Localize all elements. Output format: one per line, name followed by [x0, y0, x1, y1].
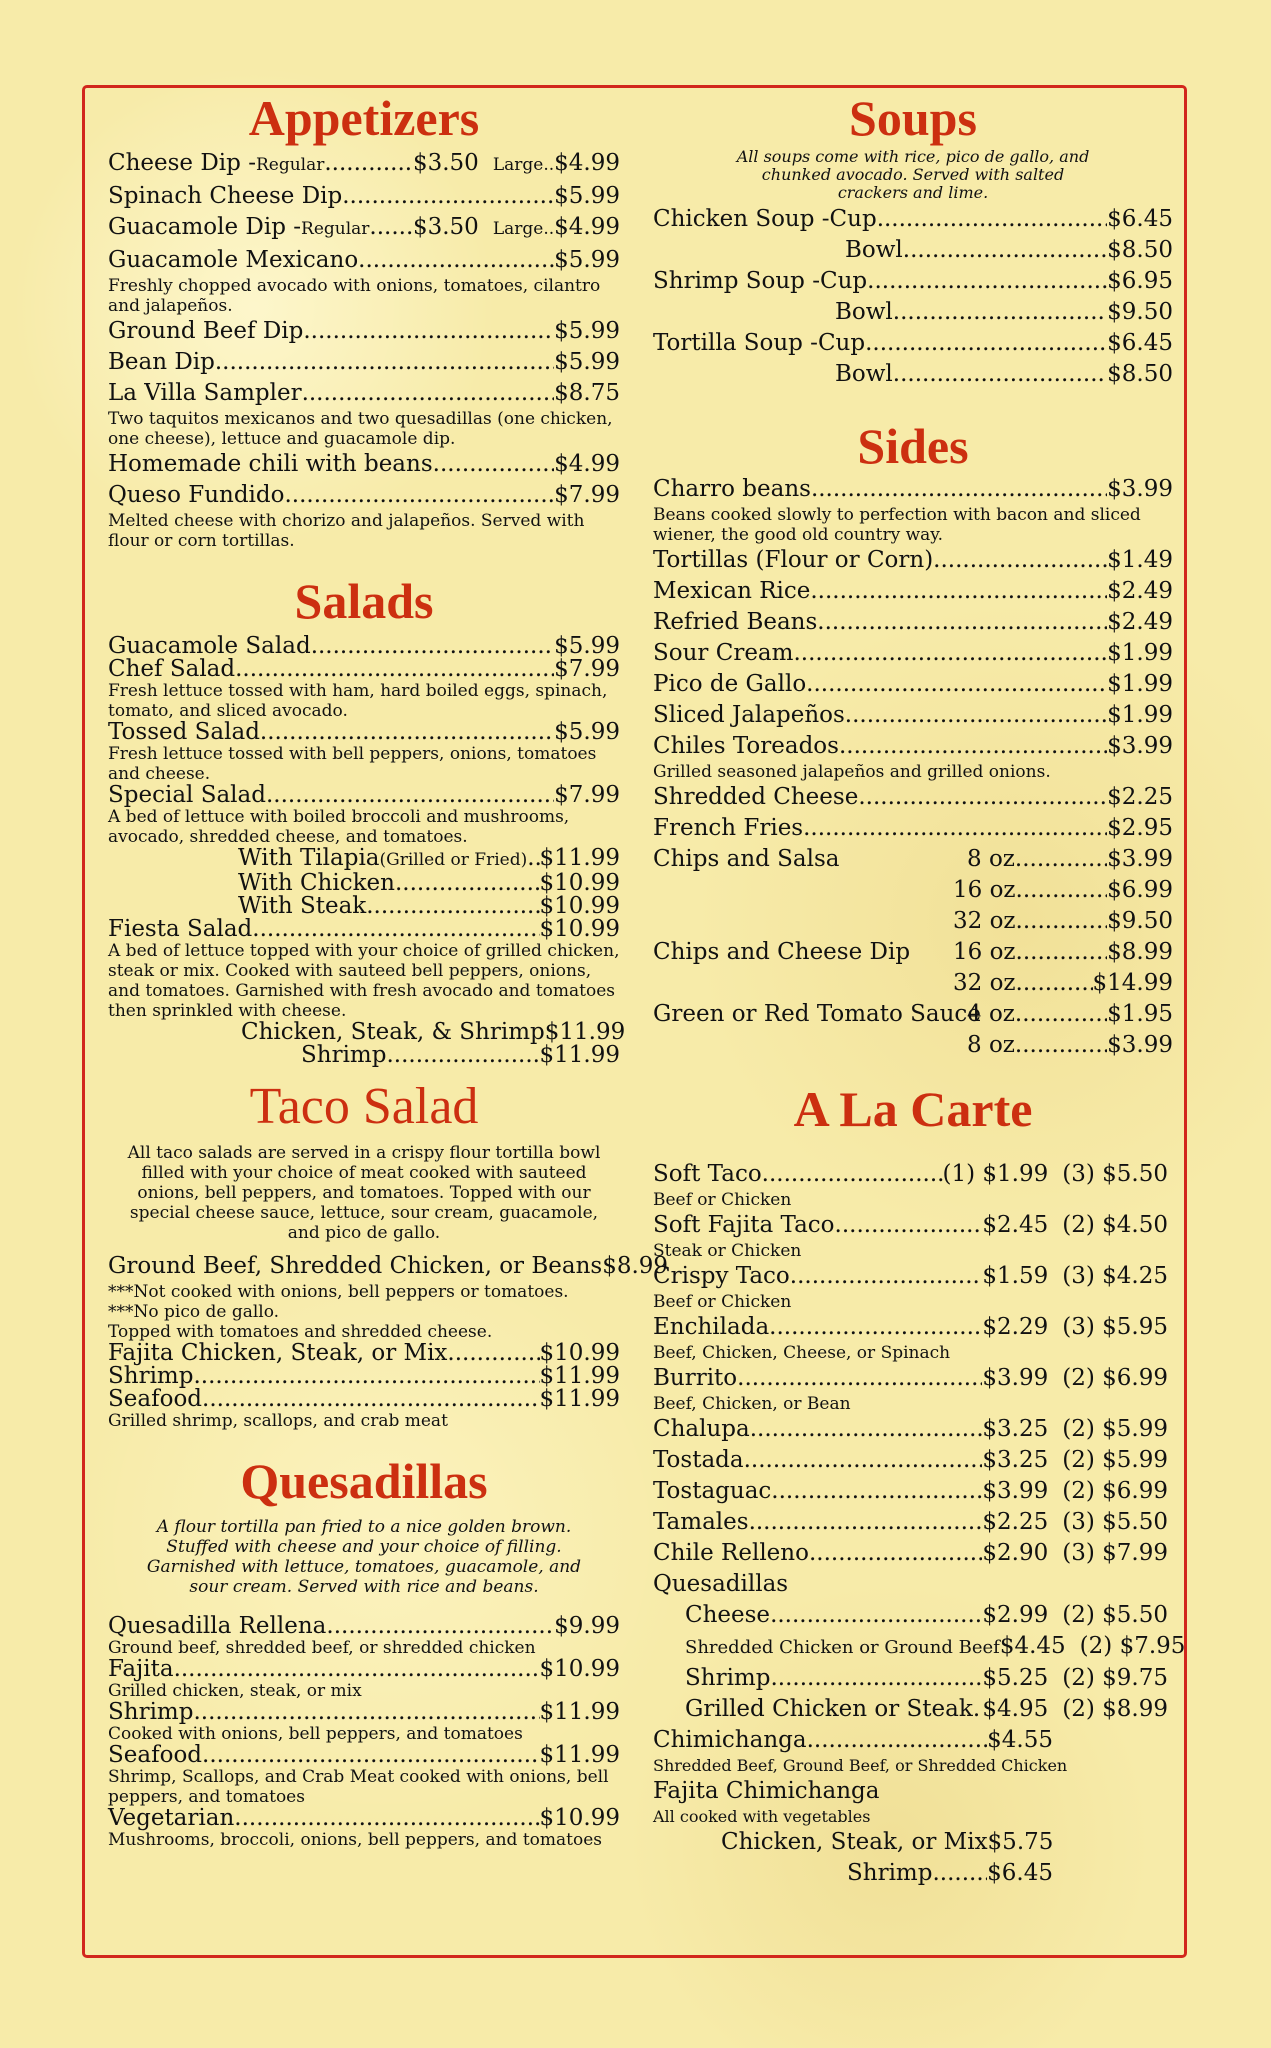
menu-item-chile-relleno: Chile Relleno ..... $2.90 (3) $7.99 [653, 1538, 1168, 1569]
menu-item-shrimp-soup-cup: Shrimp Soup - Cup ..... $6.95 [653, 266, 1173, 297]
menu-item-chef-salad: Chef Salad ..... $7.99 [108, 658, 620, 681]
item-description: Ground beef, shredded beef, or shredded chicken [108, 1638, 536, 1658]
menu-item-homemade-chili: Homemade chili with beans ..... $4.99 [108, 449, 620, 480]
item-description: Fresh lettuce tossed with ham, hard boiled eggs, spinach, tomato, and sliced avocado. [108, 681, 608, 721]
taco-salad-note: ***Not cooked with onions, bell peppers or tomatoes. [108, 1282, 569, 1302]
menu-item-fiesta-chicken-steak-shrimp: Chicken, Steak, & Shrimp $11.99 [241, 1019, 626, 1045]
a-la-carte-heading: A La Carte [793, 1081, 1033, 1137]
item-description: Fresh lettuce tossed with bell peppers, onions, tomatoes and cheese. [108, 744, 597, 784]
menu-item-chips-salsa-16oz: 16 oz ..... $6.99 [653, 875, 1173, 906]
menu-item-mexican-rice: Mexican Rice ..... $2.49 [653, 576, 1173, 607]
soups-section [653, 148, 1173, 390]
menu-item-guacamole-dip: Guacamole Dip - Regular ..... $3.50 Large .. $4.99 [108, 212, 620, 245]
menu-item-taco-salad-fajita: Fajita Chicken, Steak, or Mix ..... $10.99 [108, 1342, 620, 1365]
menu-item-tortilla-soup-cup: Tortilla Soup - Cup ..... $6.45 [653, 328, 1173, 359]
menu-item-with-steak: With Steak ..... $10.99 [108, 895, 620, 918]
menu-item-chicken-soup-bowl: Bowl ..... $8.50 [653, 235, 1173, 266]
menu-item-chips-cheese-16oz: Chips and Cheese Dip 16 oz ..... $8.99 [653, 937, 1173, 968]
menu-item-sliced-jalapenos: Sliced Jalapeños ..... $1.99 [653, 700, 1173, 731]
sides-section [653, 474, 1173, 1061]
taco-salad-intro: All taco salads are served in a crispy flour tortilla bowl filled with your choice of meat cooked with sauteed onions, bell peppers, and tomatoes. Topped with our special cheese sauce, lettuce, sour cream, guacamole, and pico de gallo. [127, 1143, 601, 1243]
item-description: Grilled seasoned jalapeños and grilled onions. [653, 762, 1051, 782]
quesadillas-intro: A flour tortilla pan fried to a nice golden brown. Stuffed with cheese and your choice of filling. Garnished with lettuce, tomatoes, guacamole, and sour cream. Served with rice and beans. [146, 1517, 582, 1597]
item-description: Grilled shrimp, scallops, and crab meat [108, 1411, 448, 1431]
menu-item-with-chicken: With Chicken ..... $10.99 [108, 872, 620, 895]
menu-item-chicken-soup-cup: Chicken Soup - Cup ..... $6.45 [653, 204, 1173, 235]
menu-item-crispy-taco: Crispy Taco ..... $1.59 (3) $4.25 [653, 1261, 1168, 1292]
menu-item-fajita-chimi-shrimp: Shrimp ..... $6.45 [653, 1858, 1053, 1889]
item-description: Beef or Chicken [653, 1190, 792, 1210]
menu-item-shredded-cheese: Shredded Cheese ..... $2.25 [653, 782, 1173, 813]
salads-section [108, 633, 626, 1068]
menu-item-la-villa-sampler: La Villa Sampler ..... $8.75 [108, 378, 620, 409]
appetizers-heading: Appetizers [248, 90, 480, 146]
menu-item-fiesta-shrimp: Shrimp ..... $11.99 [108, 1044, 620, 1067]
menu-item-quesadillas-label: Quesadillas [653, 1571, 789, 1597]
menu-item-quesadilla-grilled: Grilled Chicken or Steak ..... $4.95 (2) $8.99 [653, 1694, 1168, 1725]
menu-item-guacamole-mexicano: Guacamole Mexicano ..... $5.99 [108, 245, 620, 276]
menu-item-soft-fajita-taco: Soft Fajita Taco ..... $2.45 (2) $4.50 [653, 1210, 1168, 1241]
soups-intro: All soups come with rice, pico de gallo, and chunked avocado. Served with salted crackers and lime. [736, 147, 1090, 202]
taco-salad-note: ***No pico de gallo. [108, 1302, 280, 1322]
menu-item-french-fries: French Fries ..... $2.95 [653, 813, 1173, 844]
item-description: Cooked with onions, bell peppers, and tomatoes [108, 1724, 523, 1744]
menu-item-quesadilla-fajita: Fajita ..... $10.99 [108, 1658, 620, 1681]
menu-item-tortillas: Tortillas (Flour or Corn) ..... $1.49 [653, 545, 1173, 576]
menu-item-burrito: Burrito ..... $3.99 (2) $6.99 [653, 1363, 1168, 1394]
menu-item-cheese-dip: Cheese Dip - Regular ..... $3.50 Large .. $4.99 [108, 148, 620, 181]
item-description: All cooked with vegetables [653, 1807, 871, 1826]
soups-heading: Soups [849, 90, 977, 146]
menu-item-chalupa: Chalupa ..... $3.25 (2) $5.99 [653, 1414, 1168, 1445]
item-description: Two taquitos mexicanos and two quesadillas (one chicken, one cheese), lettuce and guacamole dip. [108, 409, 613, 449]
item-description: A bed of lettuce with boiled broccoli and mushrooms, avocado, shredded cheese, and tomatoes. [108, 807, 570, 847]
menu-item-fajita-chimichanga: Fajita Chimichanga [653, 1778, 880, 1804]
item-description: Shrimp, Scallops, and Crab Meat cooked with onions, bell peppers, and tomatoes [108, 1767, 609, 1807]
menu-item-soft-taco: Soft Taco ..... (1) $1.99 (3) $5.50 [653, 1159, 1168, 1190]
item-description: A bed of lettuce topped with your choice of grilled chicken, steak or mix. Cooked with sauteed bell peppers, onions, and tomatoes. Garnished with fresh avocado and tomatoes then sprinkled with cheese. [108, 941, 620, 1021]
menu-item-chips-salsa-32oz: 32 oz ..... $9.50 [653, 906, 1173, 937]
menu-item-refried-beans: Refried Beans ..... $2.49 [653, 607, 1173, 638]
item-description: Grilled chicken, steak, or mix [108, 1681, 362, 1701]
menu-item-chips-cheese-32oz: 32 oz ..... $14.99 [653, 968, 1173, 999]
menu-item-quesadilla-cheese: Cheese ..... $2.99 (2) $5.50 [653, 1600, 1168, 1631]
menu-item-taco-salad-ground-beef: Ground Beef, Shredded Chicken, or Beans $8.99 [108, 1253, 669, 1279]
menu-item-quesadilla-shrimp: Shrimp ..... $11.99 [108, 1701, 620, 1724]
menu-item-taco-salad-seafood: Seafood ..... $11.99 [108, 1388, 620, 1411]
a-la-carte-section [653, 1159, 1186, 1889]
menu-item-fiesta-salad: Fiesta Salad ..... $10.99 [108, 918, 620, 941]
menu-item-quesadilla-shredded: Shredded Chicken or Ground Beef $4.45 (2) $7.95 [685, 1633, 1186, 1659]
salads-heading: Salads [294, 573, 434, 629]
taco-salad-section [108, 1143, 669, 1431]
quesadillas-heading: Quesadillas [240, 1453, 488, 1509]
menu-item-pico-de-gallo: Pico de Gallo ..... $1.99 [653, 669, 1173, 700]
menu-item-tortilla-soup-bowl: Bowl ..... $8.50 [653, 359, 1173, 390]
menu-item-chips-salsa-8oz: Chips and Salsa 8 oz ..... $3.99 [653, 844, 1173, 875]
menu-item-tossed-salad: Tossed Salad ..... $5.99 [108, 721, 620, 744]
menu-item-queso-fundido: Queso Fundido ..... $7.99 [108, 480, 620, 511]
menu-item-special-salad: Special Salad ..... $7.99 [108, 784, 620, 807]
menu-item-tamales: Tamales ..... $2.25 (3) $5.50 [653, 1507, 1168, 1538]
right-column [653, 90, 1186, 1889]
menu-item-quesadilla-vegetarian: Vegetarian ..... $10.99 [108, 1807, 620, 1830]
menu-item-chiles-toreados: Chiles Toreados ..... $3.99 [653, 731, 1173, 762]
appetizers-section [108, 148, 620, 551]
menu-item-chimichanga: Chimichanga ..... $4.55 [653, 1725, 1053, 1756]
item-description: Beans cooked slowly to perfection with bacon and sliced wiener, the good old country way. [653, 505, 1141, 545]
menu-item-quesadilla-shrimp: Shrimp ..... $5.25 (2) $9.75 [653, 1663, 1168, 1694]
taco-salad-note: Topped with tomatoes and shredded cheese. [108, 1322, 493, 1342]
menu-item-tomato-sauce-8oz: 8 oz ..... $3.99 [653, 1030, 1173, 1061]
menu-item-fajita-chimi-chicken-steak-mix: Chicken, Steak, or Mix $5.75 [721, 1829, 1054, 1855]
menu-item-bean-dip: Bean Dip ..... $5.99 [108, 347, 620, 378]
item-description: Mushrooms, broccoli, onions, bell peppers, and tomatoes [108, 1830, 603, 1850]
item-description: Beef, Chicken, or Bean [653, 1394, 851, 1414]
menu-item-with-tilapia: With Tilapia (Grilled or Fried) ..... $11.99 [108, 847, 620, 872]
taco-salad-heading: Taco Salad [249, 1078, 479, 1135]
item-description: Beef, Chicken, Cheese, or Spinach [653, 1343, 951, 1363]
menu-item-guacamole-salad: Guacamole Salad ..... $5.99 [108, 635, 620, 658]
menu-item-sour-cream: Sour Cream ..... $1.99 [653, 638, 1173, 669]
menu-item-shrimp-soup-bowl: Bowl ..... $9.50 [653, 297, 1173, 328]
menu-item-quesadilla-seafood: Seafood ..... $11.99 [108, 1744, 620, 1767]
menu-item-taco-salad-shrimp: Shrimp ..... $11.99 [108, 1365, 620, 1388]
item-description: Steak or Chicken [653, 1241, 802, 1261]
menu-item-charro-beans: Charro beans ..... $3.99 [653, 474, 1173, 505]
menu-item-quesadilla-rellena: Quesadilla Rellena ..... $9.99 [108, 1615, 620, 1638]
item-description: Shredded Beef, Ground Beef, or Shredded Chicken [653, 1756, 1068, 1775]
item-description: Freshly chopped avocado with onions, tomatoes, cilantro and jalapeños. [108, 276, 601, 316]
menu-item-ground-beef-dip: Ground Beef Dip ..... $5.99 [108, 316, 620, 347]
menu-item-enchilada: Enchilada ..... $2.29 (3) $5.95 [653, 1312, 1168, 1343]
menu-item-tomato-sauce-4oz: Green or Red Tomato Sauce 4 oz ..... $1.95 [653, 999, 1173, 1030]
menu-item-tostada: Tostada ..... $3.25 (2) $5.99 [653, 1445, 1168, 1476]
quesadillas-section [108, 1517, 620, 1850]
menu-item-spinach-cheese-dip: Spinach Cheese Dip ..... $5.99 [108, 181, 620, 212]
item-description: Melted cheese with chorizo and jalapeños. Served with flour or corn tortillas. [108, 511, 585, 551]
item-description: Beef or Chicken [653, 1292, 792, 1312]
sides-heading: Sides [857, 418, 969, 474]
left-column [108, 90, 669, 1850]
menu-item-tostaguac: Tostaguac ..... $3.99 (2) $6.99 [653, 1476, 1168, 1507]
